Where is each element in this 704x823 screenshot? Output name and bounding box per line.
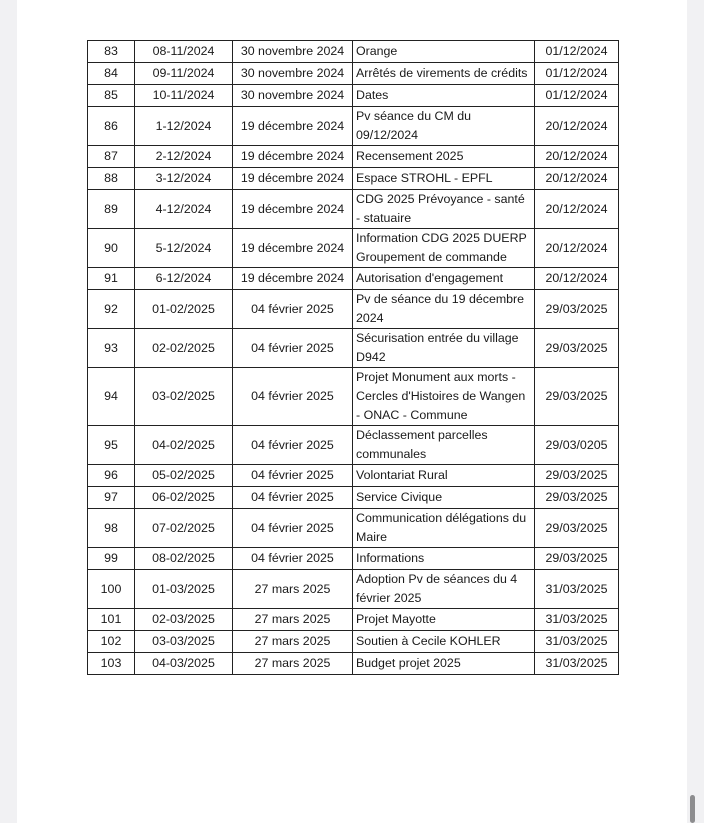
table-row bbox=[88, 368, 619, 426]
cell-reference: 08-02/2025 bbox=[135, 548, 233, 570]
cell-subject: Recensement 2025 bbox=[353, 146, 535, 168]
cell-subject: Volontariat Rural bbox=[353, 465, 535, 487]
cell-publication-date: 20/12/2024 bbox=[535, 190, 619, 229]
cell-publication-date: 29/03/2025 bbox=[535, 368, 619, 426]
cell-publication-date: 31/03/2025 bbox=[535, 570, 619, 609]
cell-reference: 6-12/2024 bbox=[135, 268, 233, 290]
cell-publication-date: 29/03/2025 bbox=[535, 290, 619, 329]
cell-reference: 05-02/2025 bbox=[135, 465, 233, 487]
cell-publication-date: 20/12/2024 bbox=[535, 268, 619, 290]
cell-subject: Espace STROHL - EPFL bbox=[353, 168, 535, 190]
cell-session-date: 27 mars 2025 bbox=[233, 631, 353, 653]
cell-publication-date: 29/03/2025 bbox=[535, 465, 619, 487]
cell-reference: 3-12/2024 bbox=[135, 168, 233, 190]
cell-reference: 02-03/2025 bbox=[135, 609, 233, 631]
cell-number: 89 bbox=[88, 190, 135, 229]
cell-number: 84 bbox=[88, 63, 135, 85]
cell-number: 101 bbox=[88, 609, 135, 631]
table-row bbox=[88, 509, 619, 548]
table-row bbox=[88, 290, 619, 329]
cell-reference: 04-02/2025 bbox=[135, 426, 233, 465]
vertical-scrollbar[interactable] bbox=[688, 0, 696, 823]
cell-number: 83 bbox=[88, 41, 135, 63]
cell-subject: Soutien à Cecile KOHLER bbox=[353, 631, 535, 653]
cell-publication-date: 31/03/2025 bbox=[535, 631, 619, 653]
cell-reference: 03-03/2025 bbox=[135, 631, 233, 653]
cell-subject: Pv séance du CM du 09/12/2024 bbox=[353, 107, 535, 146]
table-row bbox=[88, 426, 619, 465]
cell-reference: 5-12/2024 bbox=[135, 229, 233, 268]
cell-number: 97 bbox=[88, 487, 135, 509]
cell-number: 86 bbox=[88, 107, 135, 146]
cell-subject: Informations bbox=[353, 548, 535, 570]
cell-reference: 01-03/2025 bbox=[135, 570, 233, 609]
cell-session-date: 04 février 2025 bbox=[233, 465, 353, 487]
cell-session-date: 04 février 2025 bbox=[233, 548, 353, 570]
cell-number: 95 bbox=[88, 426, 135, 465]
cell-number: 93 bbox=[88, 329, 135, 368]
cell-number: 98 bbox=[88, 509, 135, 548]
cell-reference: 03-02/2025 bbox=[135, 368, 233, 426]
cell-publication-date: 20/12/2024 bbox=[535, 168, 619, 190]
table-row bbox=[88, 548, 619, 570]
cell-session-date: 19 décembre 2024 bbox=[233, 190, 353, 229]
cell-session-date: 19 décembre 2024 bbox=[233, 146, 353, 168]
cell-number: 103 bbox=[88, 653, 135, 675]
table-row bbox=[88, 329, 619, 368]
cell-session-date: 27 mars 2025 bbox=[233, 653, 353, 675]
cell-publication-date: 20/12/2024 bbox=[535, 107, 619, 146]
cell-number: 90 bbox=[88, 229, 135, 268]
cell-session-date: 19 décembre 2024 bbox=[233, 268, 353, 290]
table-row bbox=[88, 487, 619, 509]
cell-session-date: 04 février 2025 bbox=[233, 487, 353, 509]
cell-reference: 04-03/2025 bbox=[135, 653, 233, 675]
cell-session-date: 27 mars 2025 bbox=[233, 609, 353, 631]
cell-number: 99 bbox=[88, 548, 135, 570]
cell-session-date: 30 novembre 2024 bbox=[233, 85, 353, 107]
table-row bbox=[88, 465, 619, 487]
cell-publication-date: 31/03/2025 bbox=[535, 609, 619, 631]
cell-subject: Sécurisation entrée du village D942 bbox=[353, 329, 535, 368]
cell-session-date: 04 février 2025 bbox=[233, 426, 353, 465]
cell-publication-date: 20/12/2024 bbox=[535, 229, 619, 268]
table-row bbox=[88, 631, 619, 653]
table-row bbox=[88, 653, 619, 675]
deliberations-table bbox=[87, 40, 619, 675]
cell-session-date: 19 décembre 2024 bbox=[233, 168, 353, 190]
table-row bbox=[88, 41, 619, 63]
table-row bbox=[88, 268, 619, 290]
cell-session-date: 19 décembre 2024 bbox=[233, 229, 353, 268]
cell-publication-date: 01/12/2024 bbox=[535, 63, 619, 85]
cell-reference: 4-12/2024 bbox=[135, 190, 233, 229]
table-row bbox=[88, 85, 619, 107]
cell-subject: Information CDG 2025 DUERP Groupement de commande bbox=[353, 229, 535, 268]
cell-number: 91 bbox=[88, 268, 135, 290]
cell-publication-date: 01/12/2024 bbox=[535, 41, 619, 63]
cell-number: 96 bbox=[88, 465, 135, 487]
cell-subject: Déclassement parcelles communales bbox=[353, 426, 535, 465]
cell-subject: Service Civique bbox=[353, 487, 535, 509]
cell-reference: 2-12/2024 bbox=[135, 146, 233, 168]
cell-session-date: 04 février 2025 bbox=[233, 368, 353, 426]
cell-subject: Arrêtés de virements de crédits bbox=[353, 63, 535, 85]
cell-subject: Budget projet 2025 bbox=[353, 653, 535, 675]
cell-number: 87 bbox=[88, 146, 135, 168]
cell-number: 100 bbox=[88, 570, 135, 609]
scrollbar-thumb[interactable] bbox=[690, 795, 695, 823]
cell-subject: Communication délégations du Maire bbox=[353, 509, 535, 548]
cell-number: 88 bbox=[88, 168, 135, 190]
cell-reference: 01-02/2025 bbox=[135, 290, 233, 329]
cell-publication-date: 01/12/2024 bbox=[535, 85, 619, 107]
table-row bbox=[88, 63, 619, 85]
table-row bbox=[88, 168, 619, 190]
cell-subject: Projet Monument aux morts - Cercles d'Histoires de Wangen - ONAC - Commune bbox=[353, 368, 535, 426]
cell-number: 94 bbox=[88, 368, 135, 426]
cell-subject: Autorisation d'engagement bbox=[353, 268, 535, 290]
cell-subject: Projet Mayotte bbox=[353, 609, 535, 631]
cell-subject: Orange bbox=[353, 41, 535, 63]
cell-reference: 02-02/2025 bbox=[135, 329, 233, 368]
table-row bbox=[88, 229, 619, 268]
cell-publication-date: 20/12/2024 bbox=[535, 146, 619, 168]
cell-number: 92 bbox=[88, 290, 135, 329]
cell-publication-date: 29/03/2025 bbox=[535, 487, 619, 509]
cell-subject: Adoption Pv de séances du 4 février 2025 bbox=[353, 570, 535, 609]
document-page bbox=[17, 0, 687, 823]
cell-session-date: 04 février 2025 bbox=[233, 509, 353, 548]
cell-session-date: 27 mars 2025 bbox=[233, 570, 353, 609]
cell-session-date: 04 février 2025 bbox=[233, 329, 353, 368]
cell-session-date: 30 novembre 2024 bbox=[233, 41, 353, 63]
cell-reference: 06-02/2025 bbox=[135, 487, 233, 509]
cell-publication-date: 29/03/2025 bbox=[535, 329, 619, 368]
cell-publication-date: 29/03/2025 bbox=[535, 548, 619, 570]
table-body bbox=[88, 41, 619, 675]
cell-subject: Dates bbox=[353, 85, 535, 107]
cell-reference: 07-02/2025 bbox=[135, 509, 233, 548]
cell-number: 102 bbox=[88, 631, 135, 653]
table-row bbox=[88, 609, 619, 631]
cell-session-date: 30 novembre 2024 bbox=[233, 63, 353, 85]
cell-reference: 10-11/2024 bbox=[135, 85, 233, 107]
cell-session-date: 19 décembre 2024 bbox=[233, 107, 353, 146]
cell-subject: CDG 2025 Prévoyance - santé - statuaire bbox=[353, 190, 535, 229]
cell-publication-date: 31/03/2025 bbox=[535, 653, 619, 675]
cell-reference: 1-12/2024 bbox=[135, 107, 233, 146]
cell-reference: 08-11/2024 bbox=[135, 41, 233, 63]
table-row bbox=[88, 570, 619, 609]
cell-reference: 09-11/2024 bbox=[135, 63, 233, 85]
table-row bbox=[88, 190, 619, 229]
cell-subject: Pv de séance du 19 décembre 2024 bbox=[353, 290, 535, 329]
cell-publication-date: 29/03/0205 bbox=[535, 426, 619, 465]
cell-publication-date: 29/03/2025 bbox=[535, 509, 619, 548]
cell-number: 85 bbox=[88, 85, 135, 107]
table-row bbox=[88, 146, 619, 168]
cell-session-date: 04 février 2025 bbox=[233, 290, 353, 329]
table-row bbox=[88, 107, 619, 146]
